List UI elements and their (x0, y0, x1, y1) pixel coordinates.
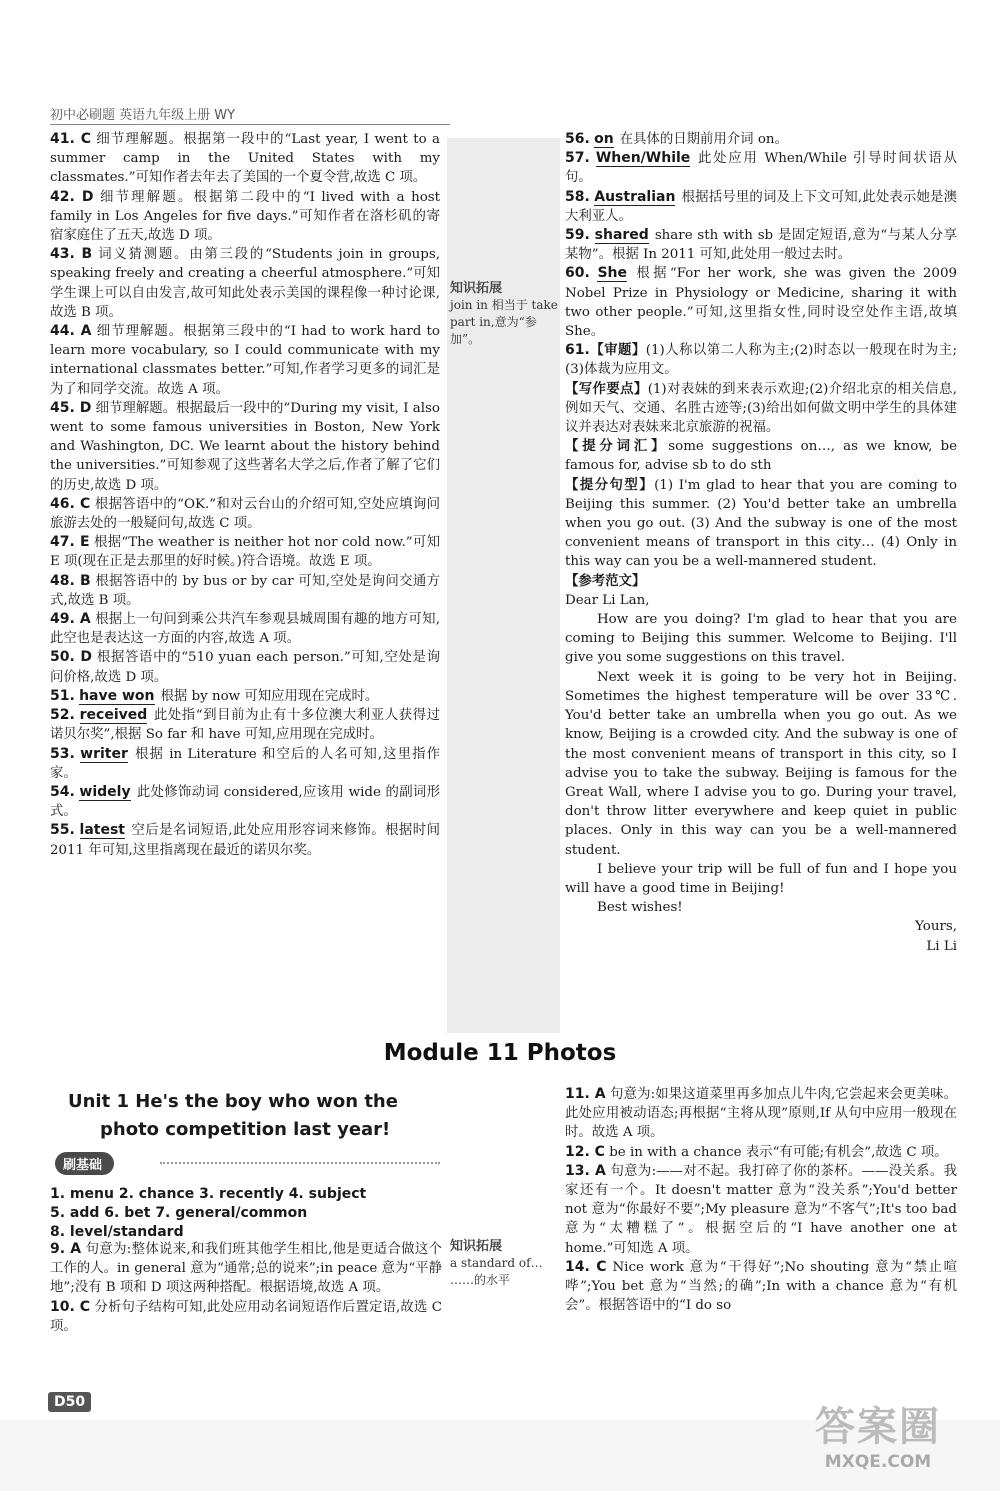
answer-item (50, 188, 440, 246)
watermark-logo (815, 1395, 941, 1472)
item-text: share sth with sb 是固定短语,意为“与某人分享某物”。根据 In 2011 可知,此处用一般过去时。 (565, 228, 957, 263)
item-text: 细节理解题。根据第三段中的“I had to work hard to learn more vocabulary, so I could communicate with my international classmates better.”可知,作者学习更多的词汇是为了和同学交流。故选 A 项。 (50, 324, 440, 397)
item-text: 此处指“到目前为止有十多位澳大利亚人获得过诺贝尔奖”,根据 So far 和 have 可知,应用现在完成时。 (50, 708, 440, 743)
item-text: 细节理解题。根据第一段中的“Last year, I went to a summer camp in the United States with my classmates.”可知作者去年去了美国的一个夏令营,故选 C 项。 (50, 132, 440, 186)
item-number: 14. C (565, 1258, 607, 1275)
bottom-right-column (565, 1085, 957, 1315)
section-badge-row (55, 1152, 445, 1176)
item-number: 51. (50, 687, 75, 704)
note-title: 知识拓展 (450, 281, 503, 296)
answer-item (50, 533, 440, 571)
item-number: 61. (565, 342, 590, 359)
watermark-url: MXQE.COM (824, 1452, 932, 1472)
item-text: 根据括号里的词及上下文可知,此处表示她是澳大利亚人。 (565, 189, 957, 224)
letter-paragraph: I believe your trip will be full of fun and I hope you will have a good time in Beijing! (565, 861, 957, 896)
item-answer: widely (79, 783, 131, 800)
item-number: 10. C (50, 1298, 91, 1315)
item-text: 根据答语中的 by bus or by car 可知,空处是询问交通方式,故选 B 项。 (50, 573, 440, 608)
note-title: 知识拓展 (450, 1239, 503, 1254)
item-text: 句意为:——对不起。我打碎了你的茶杯。——没关系。我家还有一个。It doesn't matter 意为“没关系”;You'd better not 意为“你最好不要”;My pleasure 意为“不客气”;It's too bad 意为“太糟糕了”。根据空后的“I have another one at home.”可知选 A 项。 (565, 1163, 957, 1256)
section-label: 【审题】 (589, 342, 646, 359)
item-number: 44. A (50, 323, 92, 340)
answer-item (565, 226, 957, 264)
right-column (565, 130, 957, 956)
writing-section (565, 380, 957, 438)
item-number: 46. C (50, 495, 91, 512)
item-number: 45. D (50, 399, 92, 416)
note-text: join in 相当于 take part in,意为“参加”。 (450, 298, 558, 346)
item-number: 12. C (565, 1143, 605, 1160)
item-text: 根据 in Literature 和空后的人名可知,这里指作家。 (50, 746, 440, 781)
header-rule (50, 124, 450, 125)
knowledge-note-1 (450, 280, 560, 348)
answer-item (50, 1298, 442, 1336)
item-text: 分析句子结构可知,此处应用动名词短语作后置定语,故选 C 项。 (50, 1299, 442, 1334)
page-header (50, 104, 235, 123)
module-title: Module 11 Photos (383, 1040, 617, 1066)
item-text: 此处修饰动词 considered,应该用 wide 的副词形式。 (50, 784, 440, 820)
item-answer: When/While (595, 150, 691, 167)
letter-closing: Yours, (915, 919, 957, 935)
fill-answer-line: 5. add 6. bet 7. general/common (50, 1205, 308, 1221)
item-text: be in with a chance 表示“有可能;有机会”,故选 C 项。 (609, 1144, 948, 1160)
item-text: 句意为:整体说来,和我们班其他学生相比,他是更适合做这个工作的人。in general 意为“通常;总的说来”;in peace 意为“平静地”;没有 B 项和 D 项这两种搭配。根据语境,故选 A 项。 (50, 1242, 442, 1296)
letter-paragraph: How are you doing? I'm glad to hear that you are coming to Beijing this summer. Welcome to Beijing. I'll give you some suggestions on this travel. (565, 612, 957, 666)
bottom-left-column (50, 1240, 442, 1336)
item-text: 此处应用 When/While 引导时间状语从句。 (565, 151, 957, 186)
item-number: 57. (565, 150, 590, 167)
item-answer: latest (79, 822, 125, 839)
answer-item (50, 706, 440, 744)
note-text: a standard of… ……的水平 (450, 1256, 543, 1287)
item-text: 句意为:如果这道菜里再多加点儿牛肉,它尝起来会更美味。此处应用被动语态;再根据“主将从现”原则,If 从句中应用一般现在时。故选 A 项。 (565, 1087, 957, 1141)
knowledge-note-2 (450, 1238, 560, 1289)
letter-paragraph: Best wishes! (597, 900, 683, 916)
item-answer: received (79, 707, 148, 724)
answer-item (565, 149, 957, 187)
answer-item (50, 245, 440, 322)
item-number: 43. B (50, 246, 93, 263)
left-column (50, 130, 440, 860)
answer-item (565, 188, 957, 226)
item-answer: shared (594, 227, 649, 244)
item-number: 13. A (565, 1162, 606, 1179)
item-number: 11. A (565, 1086, 606, 1102)
unit-title-line-1: Unit 1 He's the boy who won the (68, 1091, 398, 1112)
item-text: 在具体的日期前用介词 on。 (619, 132, 788, 147)
section-text: (1) I'm glad to hear that you are coming to Beijing this summer. (2) You'd better take an umbrella when you go out. (3) And the subway is one of the most convenient means of transport in this city… (4) Only in this way can you be a well-mannered student. (565, 477, 958, 570)
item-number: 60. (565, 265, 590, 282)
page-number: D50 (48, 1392, 91, 1412)
answer-item (50, 687, 440, 706)
item-number: 48. B (50, 572, 91, 589)
fill-answer-line: 8. level/standard (50, 1224, 184, 1240)
letter-paragraph: Next week it is going to be very hot in Beijing. Sometimes the highest temperature will be over 33℃. You'd better take an umbrella when you go out. As we know, Beijing is a crowded city. And the subway is one of the most convenient means of transport in this city, so I advise you to take the subway. Beijing is famous for the Great Wall, where I advise you to go. During your travel, don't throw litter everywhere and keep quiet in public places. Only in this way can you be a well-mannered student. (565, 669, 957, 858)
item-number: 53. (50, 745, 75, 762)
letter-signature: Li Li (926, 938, 957, 954)
answer-item (50, 399, 440, 495)
answer-item (50, 1240, 442, 1298)
section-text: some suggestions on…, as we know, be famous for, advise sb to do sth (565, 439, 957, 474)
answer-item (50, 745, 440, 783)
item-number: 41. C (50, 131, 92, 147)
item-text: 根据答语中的“510 yuan each person.”可知,空处是询问价格,故选 D 项。 (50, 650, 440, 685)
item-text: Nice work 意为“干得好”;No shouting 意为“禁止喧哗”;You bet 意为“当然;的确”;In with a chance 意为“有机会”。根据答语中的“I do so (565, 1259, 958, 1314)
answer-item (50, 322, 440, 399)
item-number: 50. D (50, 649, 92, 666)
section-label: 【参考范文】 (565, 572, 646, 589)
answer-item (565, 130, 957, 149)
item-text: 根据答语中的“OK.”和对云台山的介绍可知,空处应填询问旅游去处的一般疑问句,故选 C 项。 (50, 496, 440, 532)
answer-item (565, 1143, 957, 1162)
answer-item (50, 572, 440, 610)
item-answer: Australian (594, 188, 676, 205)
writing-section (565, 437, 957, 475)
item-answer: She (597, 265, 627, 282)
item-text: 根据上一句问到乘公共汽车参观县城周围有趣的地方可知,此空也是表达这一方面的内容,故选 A 项。 (50, 612, 440, 647)
item-number: 55. (50, 822, 75, 839)
item-text: 空后是名词短语,此处应用形容词来修饰。根据时间 2011 年可知,这里指离现在最近的诺贝尔奖。 (50, 823, 440, 858)
item-answer: writer (80, 745, 128, 762)
section-label: 【提分句型】 (565, 476, 655, 493)
answer-item (50, 821, 440, 859)
item-number: 47. E (50, 534, 90, 551)
badge-divider (160, 1162, 440, 1164)
answer-item (565, 264, 957, 341)
item-text: 细节理解题。根据第二段中的“I lived with a host family in Los Angeles for five days.”可知作者在洛杉矶的寄宿家庭住了五天,故选 D 项。 (50, 189, 441, 244)
item-answer: have won (79, 687, 155, 704)
writing-section (565, 572, 957, 591)
item-answer: on (594, 131, 614, 147)
item-text: 词义猜测题。由第三段的“Students join in groups, speaking freely and creating a cheerful atmosphere.”可知学生课上可以自由发言,故可知此处表示美国的课程像一种讨论课,故选 B 项。 (50, 247, 440, 320)
unit-title (68, 1088, 448, 1144)
answer-item (565, 1258, 957, 1316)
unit-title-line-2: photo competition last year! (100, 1119, 391, 1140)
watermark-text: 答案圈 (815, 1404, 941, 1450)
fill-answer-line: 1. menu 2. chance 3. recently 4. subject (50, 1186, 367, 1202)
notes-sidebar (447, 138, 560, 1033)
item-text: 根据“The weather is neither hot nor cold now.”可知 E 项(现在正是去那里的好时候。)符合语境。故选 E 项。 (50, 535, 440, 570)
section-label: 【写作要点】 (565, 380, 648, 397)
answer-item (50, 610, 440, 648)
section-text: (1)对表妹的到来表示欢迎;(2)介绍北京的相关信息,例如天气、交通、名胜古迹等;(3)给出如何做文明中学生的具体建议并表达对表妹来北京旅游的祝福。 (565, 381, 958, 436)
header-text: 初中必刷题 英语九年级上册 WY (50, 108, 236, 123)
item-number: 54. (50, 783, 75, 800)
item-number: 9. A (50, 1241, 82, 1257)
item-text: 根据 by now 可知应用现在完成时。 (160, 688, 379, 704)
answer-item (565, 1162, 957, 1258)
writing-section (565, 476, 957, 572)
item-text: 根据“For her work, she was given the 2009 Nobel Prize in Physiology or Medicine, sharing it with two other people.”可知,这里指女性,同时设空处作主语,故填 She。 (565, 266, 957, 340)
answer-item (50, 130, 440, 188)
section-badge: 刷基础 (55, 1152, 114, 1175)
writing-item (565, 341, 957, 379)
item-number: 56. (565, 131, 590, 147)
letter-salutation: Dear Li Lan, (565, 592, 650, 608)
section-label: 【提分词汇】 (565, 438, 669, 455)
answer-item (50, 648, 440, 686)
answer-item (50, 495, 440, 533)
item-number: 52. (50, 707, 75, 724)
item-number: 58. (565, 188, 590, 205)
item-number: 59. (565, 227, 590, 244)
answer-item (565, 1085, 957, 1143)
item-number: 42. D (50, 188, 94, 205)
answer-item (50, 783, 440, 821)
item-number: 49. A (50, 611, 91, 628)
section-text: (1)人称以第二人称为主;(2)时态以一般现在时为主;(3)体裁为应用文。 (565, 343, 957, 378)
item-text: 细节理解题。根据最后一段中的“During my visit, I also went to some famous universities in Boston, New York and Washington, DC. We learnt about the history behind the universities.”可知参观了这些著名大学之后,作者了解了它们的历史,故选 D 项。 (50, 400, 440, 493)
